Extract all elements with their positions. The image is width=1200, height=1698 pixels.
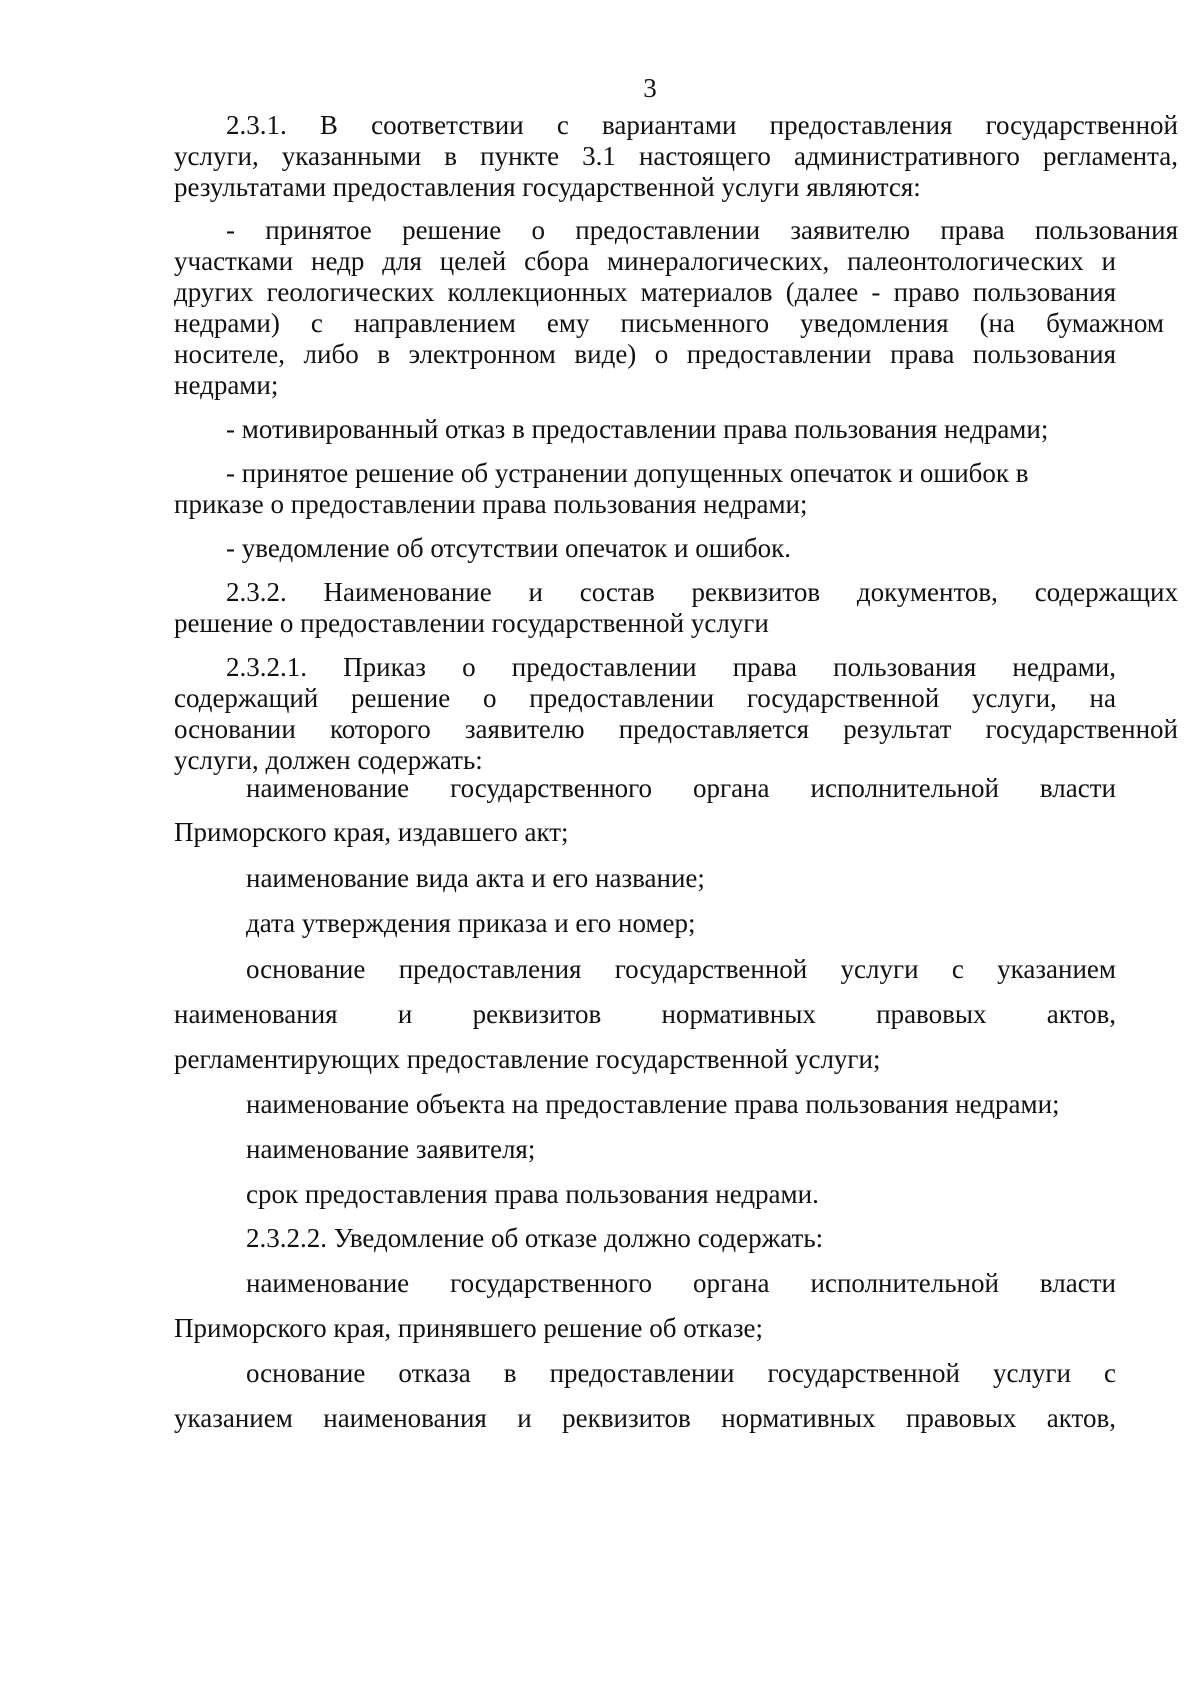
text-line: основание отказа в предоставлении государственной услуги с bbox=[246, 1358, 1116, 1388]
text-line: 2.3.2.1. Приказ о предоставлении права пользования недрами, bbox=[226, 652, 1116, 682]
text-line: приказе о предоставлении права пользования недрами; bbox=[174, 489, 808, 519]
text-line: - мотивированный отказ в предоставлении права пользования недрами; bbox=[226, 414, 1049, 444]
text-line: недрами) с направлением ему письменного уведомления (на бумажном bbox=[174, 308, 1164, 338]
text-line: 2.3.2. Наименование и состав реквизитов документов, содержащих bbox=[226, 577, 1178, 607]
text-line: решение о предоставлении государственной услуги bbox=[174, 608, 769, 638]
text-line: Приморского края, издавшего акт; bbox=[174, 817, 569, 847]
text-line: наименование заявителя; bbox=[246, 1134, 536, 1164]
text-line: регламентирующих предоставление государственной услуги; bbox=[174, 1044, 881, 1074]
text-line: срок предоставления права пользования недрами. bbox=[246, 1179, 819, 1209]
text-line: - принятое решение об устранении допущенных опечаток и ошибок в bbox=[226, 458, 1029, 488]
text-line: носителе, либо в электронном виде) о предоставлении права пользования bbox=[174, 339, 1116, 369]
text-line: 2.3.1. В соответствии с вариантами предоставления государственной bbox=[226, 110, 1178, 140]
text-line: Приморского края, принявшего решение об отказе; bbox=[174, 1313, 764, 1343]
text-line: услуги, должен содержать: bbox=[174, 745, 483, 775]
text-line: основании которого заявителю предоставляется результат государственной bbox=[174, 714, 1178, 744]
text-line: указанием наименования и реквизитов нормативных правовых актов, bbox=[174, 1403, 1116, 1433]
text-line: наименования и реквизитов нормативных правовых актов, bbox=[174, 999, 1116, 1029]
text-line: участками недр для целей сбора минералогических, палеонтологических и bbox=[174, 246, 1116, 276]
text-line: наименование объекта на предоставление права пользования недрами; bbox=[246, 1089, 1060, 1119]
text-line: наименование государственного органа исполнительной власти bbox=[246, 773, 1116, 803]
text-line: содержащий решение о предоставлении государственной услуги, на bbox=[174, 683, 1116, 713]
text-line: наименование вида акта и его название; bbox=[246, 863, 705, 893]
page-number: 3 bbox=[643, 73, 657, 103]
text-line: основание предоставления государственной услуги с указанием bbox=[246, 954, 1116, 984]
text-line: недрами; bbox=[174, 370, 279, 400]
text-line: - принятое решение о предоставлении заявителю права пользования bbox=[226, 215, 1178, 245]
text-line: - уведомление об отсутствии опечаток и ошибок. bbox=[226, 533, 792, 563]
text-line: 2.3.2.2. Уведомление об отказе должно содержать: bbox=[246, 1223, 824, 1253]
text-line: услуги, указанными в пункте 3.1 настоящего административного регламента, bbox=[174, 141, 1178, 171]
text-line: дата утверждения приказа и его номер; bbox=[246, 908, 696, 938]
text-line: других геологических коллекционных материалов (далее - право пользования bbox=[174, 277, 1116, 307]
text-line: наименование государственного органа исполнительной власти bbox=[246, 1268, 1116, 1298]
text-line: результатами предоставления государственной услуги являются: bbox=[174, 172, 921, 202]
